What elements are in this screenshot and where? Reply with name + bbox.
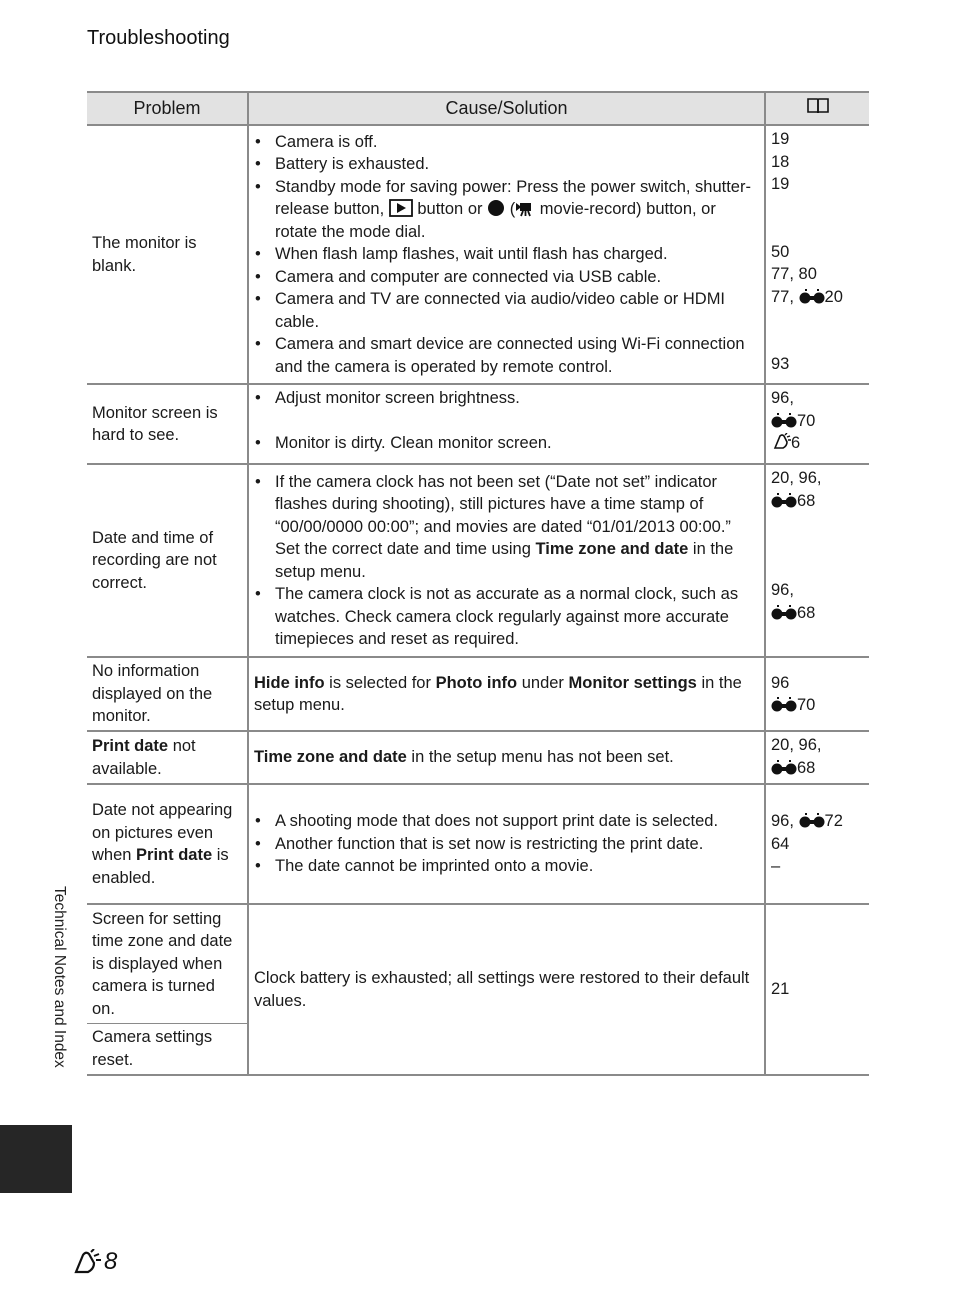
page-ref[interactable]: 68 — [771, 602, 864, 625]
reference-section-icon — [799, 813, 825, 829]
page-ref[interactable]: 96, — [771, 581, 794, 599]
table-row — [87, 731, 869, 784]
table-row — [87, 464, 869, 657]
page-ref[interactable]: 6 — [771, 432, 864, 455]
side-section-label: Technical Notes and Index — [51, 886, 68, 1068]
table-row — [87, 904, 869, 1023]
problem-cell: Print date not available. — [87, 731, 248, 784]
page-ref[interactable]: 18 — [771, 152, 790, 171]
list-item: • Camera and TV are connected via audio/video cable or HDMI cable. — [255, 290, 726, 331]
list-item: • Camera is off. — [255, 132, 378, 151]
page-ref[interactable]: 20, 96, — [771, 469, 822, 487]
header-reference — [765, 92, 869, 125]
reference-cell — [765, 657, 869, 731]
section-tab — [0, 1125, 72, 1193]
header-cause-solution: Cause/Solution — [248, 92, 765, 125]
cause-cell: Time zone and date in the setup menu has not been set. — [248, 731, 765, 784]
record-dot-icon — [487, 199, 505, 217]
movie-camera-icon — [515, 199, 535, 217]
list-item: • Monitor is dirty. Clean monitor screen. — [255, 434, 552, 452]
reference-section-icon — [771, 697, 797, 713]
header-problem: Problem — [87, 92, 248, 125]
reference-section-icon — [771, 760, 797, 776]
list-item: • Adjust monitor screen brightness. — [255, 389, 520, 407]
table-row — [87, 125, 869, 384]
page-ref[interactable]: 96, — [771, 389, 794, 407]
page-ref: – — [771, 857, 781, 876]
problem-cell: Camera settings reset. — [87, 1023, 248, 1075]
troubleshooting-table — [87, 91, 869, 1076]
technical-notes-icon — [72, 1249, 102, 1275]
page-ref[interactable]: 20, 96, — [771, 736, 822, 754]
list-item: • The camera clock is not as accurate as a normal clock, such as watches. Check camera clock regularly against more accurate timepieces and reset as required. — [255, 585, 739, 648]
page-ref[interactable]: 96 — [771, 673, 790, 692]
list-item: • A shooting mode that does not support print date is selected. — [255, 812, 719, 831]
problem-cell: Date and time of recording are not correct. — [87, 464, 248, 657]
problem-cell: Screen for setting time zone and date is displayed when camera is turned on. — [87, 904, 248, 1023]
table-header-row — [87, 92, 869, 125]
reference-cell — [765, 784, 869, 904]
page-ref[interactable]: 70 — [771, 694, 864, 717]
problem-cell: Date not appearing on pictures even when Print date is enabled. — [87, 784, 248, 904]
list-item: • Another function that is set now is restricting the print date. — [255, 834, 704, 853]
section-title: Troubleshooting — [87, 27, 230, 49]
table-row — [87, 784, 869, 904]
reference-cell — [765, 731, 869, 784]
technical-notes-icon — [771, 433, 791, 451]
reference-cell — [765, 464, 869, 657]
problem-cell: The monitor is blank. — [87, 125, 248, 384]
problem-cell: Monitor screen is hard to see. — [87, 384, 248, 464]
problem-cell: No information displayed on the monitor. — [87, 657, 248, 731]
page-ref[interactable]: 77, 20 — [771, 287, 843, 306]
list-item: • Battery is exhausted. — [255, 155, 430, 174]
page-number: 8 — [72, 1248, 117, 1276]
reference-cell — [765, 904, 869, 1075]
table-row — [87, 657, 869, 731]
cause-cell: Clock battery is exhausted; all settings were restored to their default values. — [248, 904, 765, 1075]
list-item: • Standby mode for saving power: Press the power switch, shutter-release button, button or ( movie-record) button, or rotate the mode dial. — [255, 177, 751, 241]
playback-button-icon — [389, 199, 413, 217]
reference-section-icon — [771, 605, 797, 621]
reference-cell — [765, 125, 869, 384]
page-ref[interactable]: 19 — [771, 175, 790, 193]
page-ref[interactable]: 77, 80 — [771, 265, 817, 283]
cause-cell — [248, 464, 765, 657]
page-ref[interactable]: 19 — [771, 130, 790, 148]
page-ref[interactable]: 21 — [771, 980, 790, 999]
reference-section-icon — [799, 289, 825, 305]
list-item: • Camera and computer are connected via USB cable. — [255, 267, 662, 286]
cause-cell — [248, 125, 765, 384]
book-icon — [806, 97, 830, 115]
reference-section-icon — [771, 413, 797, 429]
table-row — [87, 384, 869, 464]
page-ref[interactable]: 93 — [771, 355, 790, 373]
page-ref[interactable]: 96, 72 — [771, 812, 843, 831]
page-ref[interactable]: 64 — [771, 834, 790, 853]
cause-cell: Hide info is selected for Photo info under Monitor settings in the setup menu. — [248, 657, 765, 731]
list-item: • If the camera clock has not been set (“Date not set” indicator flashes during shooting), still pictures have a time stamp of “00/00/0000 00:00”; and movies are dated “01/01/2013 00:00.” Set the correct date and time using Time zone and date in the setup menu. — [255, 472, 734, 581]
list-item: • When flash lamp flashes, wait until flash has charged. — [255, 245, 668, 264]
list-item: • The date cannot be imprinted onto a movie. — [255, 857, 594, 876]
page-ref[interactable]: 68 — [771, 757, 864, 780]
reference-section-icon — [771, 493, 797, 509]
cause-cell — [248, 384, 765, 464]
page-ref[interactable]: 50 — [771, 242, 790, 261]
page-ref[interactable]: 68 — [771, 490, 864, 513]
reference-cell — [765, 384, 869, 464]
page-ref[interactable]: 70 — [771, 410, 864, 433]
list-item: • Camera and smart device are connected using Wi-Fi connection and the camera is operated by remote control. — [255, 335, 745, 376]
cause-cell — [248, 784, 765, 904]
